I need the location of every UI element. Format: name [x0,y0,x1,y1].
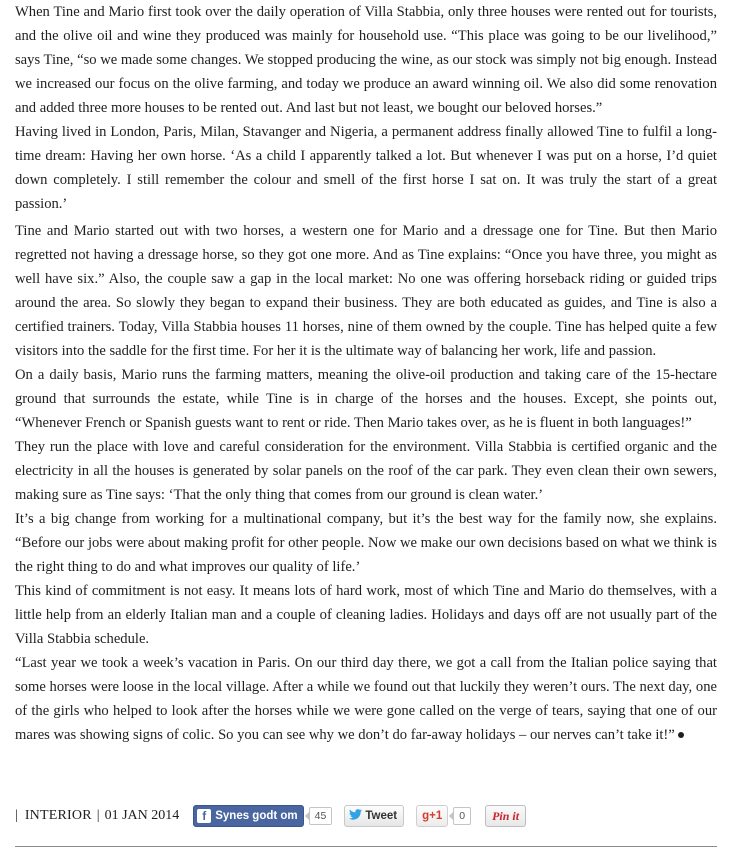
article-meta [15,804,526,828]
twitter-bird-icon [349,809,362,823]
article-body [15,0,717,747]
pinterest-pin-button[interactable]: Pin it [485,805,526,827]
category-link[interactable]: INTERIOR [24,808,92,823]
facebook-like-button[interactable] [193,805,303,827]
google-plus-button[interactable]: g+1 [416,805,448,827]
tweet-button[interactable] [344,805,404,827]
article-paragraph: Having lived in London, Paris, Milan, Stavanger and Nigeria, a permanent address finally allowed Tine to fulfil a long-time dream: Having her own horse. ‘As a child I apparently talked a lot. But whenever I was put on a horse, I’d quiet down completely. I still remember the colour and smell of the first horse I sat on. It was truly the start of a great passion.’ [15,124,717,212]
tweet-label: Tweet [365,810,398,822]
article-paragraph-last [15,651,717,747]
meta-separator: | [96,808,100,823]
bottom-divider [15,846,717,847]
article-paragraph: They run the place with love and careful consideration for the environment. Villa Stabbia is certified organic and the electricity in all the houses is generated by solar panels on the roof of the car park. They even clean their own sewers, making sure as Tine says: ‘That the only thing that comes from our ground is clean water.’ [15,439,717,503]
article-paragraph: This kind of commitment is not easy. It means lots of hard work, most of which Tine and Mario do themselves, with a little help from an elderly Italian man and a couple of cleaning ladies. Holidays and days off are not usually part of the Villa Stabbia schedule. [15,583,717,647]
facebook-like-count: 45 [309,807,333,825]
publish-date: 01 JAN 2014 [104,808,180,823]
article-paragraph: It’s a big change from working for a multinational company, but it’s the best way for the family now, she explains. “Before our jobs were about making profit for other people. Now we make our own decisions based on what we think is the right thing to do and what improves our quality of life.’ [15,511,717,575]
last-paragraph-text: “Last year we took a week’s vacation in Paris. On our third day there, we got a call from the Italian police saying that some horses were loose in the local village. After a while we found out that luckily they weren’t ours. The next day, one of the girls who helped to look after the horses while we were gone called on the verge of tears, saying that one of our mares was showing signs of colic. So you can see why we don’t do far-away holidays – our nerves can’t take it!” [15,655,717,743]
facebook-icon: f [197,809,211,823]
article-paragraph: When Tine and Mario first took over the daily operation of Villa Stabbia, only three houses were rented out for tourists, and the olive oil and wine they produced was mainly for household use. “This place was going to be our livelihood,” says Tine, “so we made some changes. We stopped producing the wine, as our stock was simply not big enough. Instead we increased our focus on the olive farming, and today we produce an award winning oil. We also did some renovation and added three more houses to be rented out. And last but not least, we bought our beloved horses.” [15,4,717,116]
meta-separator: | [15,808,18,823]
article-paragraph: On a daily basis, Mario runs the farming matters, meaning the olive-oil production and taking care of the 15-hectare ground that surrounds the estate, while Tine is in charge of the horses and the houses. Except, she points out, “Whenever French or Spanish guests want to rent or ride. Then Mario takes over, as he is fluent in both languages!” [15,367,717,431]
facebook-like-label: Synes godt om [215,810,298,822]
article-paragraph: Tine and Mario started out with two horses, a western one for Mario and a dressage one for Tine. But then Mario regretted not having a dressage horse, so they got one more. And as Tine explains: “Once you have three, you might as well have six.” Also, the couple saw a gap in the local market: No one was offering horseback riding or guided trips around the area. So slowly they began to expand their business. They are both educated as guides, and Tine is also a certified trainers. Today, Villa Stabbia houses 11 horses, nine of them owned by the couple. Tine has helped quite a few visitors into the saddle for the first time. For her it is the ultimate way of balancing her work, life and passion. [15,223,717,359]
end-mark-icon [678,732,684,738]
google-plus-count: 0 [453,807,471,825]
